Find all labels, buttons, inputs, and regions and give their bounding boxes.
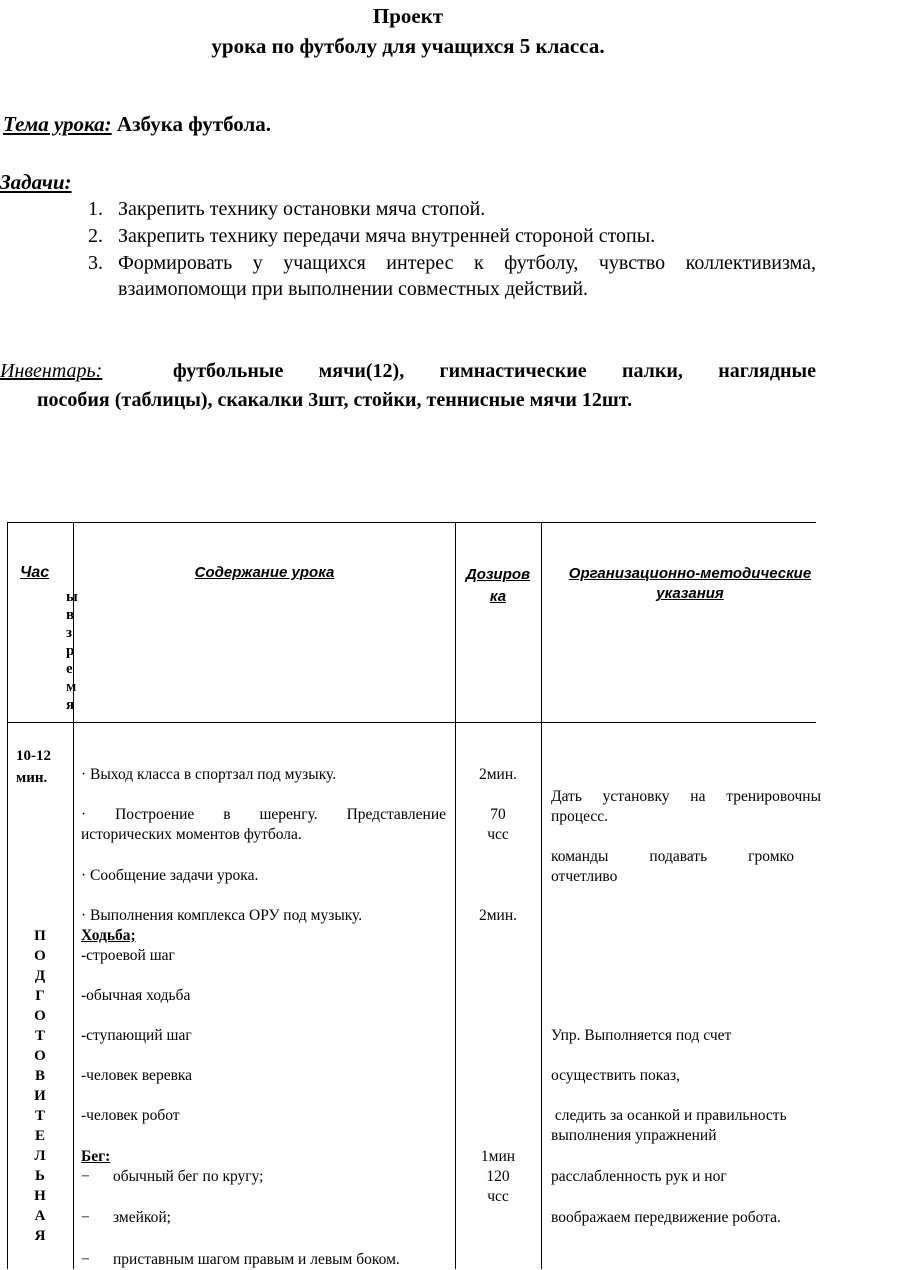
method-note: расслабленность рук и ног (551, 1168, 727, 1185)
dosage-value: 2мин. (478, 766, 518, 783)
header-content: Содержание урока (194, 564, 335, 581)
inventory-label: Инвентарь: (0, 360, 103, 382)
time-cell: 10-12 мин. (16, 748, 51, 786)
section-letter: Г (35, 988, 45, 1004)
content-lineup-a: · Построение в шеренгу. Представление (81, 806, 446, 823)
content-goals: · Сообщение задачи урока. (81, 867, 259, 884)
header-time-overflow: ы в з р е м я (66, 589, 78, 713)
content-exit: · Выход класса в спортзал под музыку. (81, 766, 337, 783)
section-letter: П (34, 928, 46, 944)
topic-label: Тема урока: (3, 112, 112, 136)
tasks-label: Задачи: (0, 170, 72, 194)
section-letter: О (34, 1048, 46, 1064)
method-note: команды подавать громко (551, 848, 794, 865)
lesson-topic (3, 112, 271, 137)
section-letter: Я (34, 1228, 46, 1244)
section-name-vertical (32, 926, 48, 1246)
method-note: осуществить показ, (551, 1067, 680, 1084)
document-title: Проект (372, 4, 444, 28)
header-dosage: Дозиров ка (465, 566, 531, 605)
dosage-value: 1мин 120 чсс (480, 1148, 516, 1205)
tasks-list (88, 196, 816, 303)
task-item: 2. Закрепить технику передачи мяча внутренней стороной стопы. (88, 225, 656, 247)
method-note: Упр. Выполняется под счет (551, 1027, 732, 1044)
method-note: процесс. (551, 808, 608, 825)
dosage-value: 70 чсс (487, 806, 509, 843)
dosage-value: 2мин. (478, 907, 518, 924)
task-item: 3. Формировать у учащихся интерес к футболу, чувство коллективизма, взаимопомощи при выполнении совместных действий. (88, 252, 816, 300)
section-letter: Д (34, 968, 46, 984)
walking-item: -человек робот (81, 1107, 180, 1124)
running-item: − змейкой; (81, 1209, 171, 1226)
section-letter: О (34, 1008, 46, 1024)
section-letter: Е (34, 1128, 45, 1144)
section-letter: И (34, 1088, 46, 1104)
walking-item: -ступающий шаг (81, 1027, 192, 1044)
content-lineup-b: исторических моментов футбола. (81, 826, 302, 843)
inventory-value-line2: пособия (таблицы), скакалки 3шт, стойки, теннисные мячи 12шт. (37, 389, 633, 411)
section-letter: Т (34, 1028, 45, 1044)
running-item: − обычный бег по кругу; (81, 1168, 264, 1185)
content-oru: · Выполнения комплекса ОРУ под музыку. (81, 907, 363, 924)
table-header-divider (7, 722, 816, 723)
method-note: следить за осанкой и правильность (551, 1107, 787, 1124)
walking-title: Ходьба; (81, 927, 136, 944)
inventory-value-line1: футбольные мячи(12), гимнастические палки, наглядные (172, 360, 816, 382)
header-method: Организационно-методические указания (568, 565, 812, 602)
table-col-divider-3 (541, 522, 542, 1269)
header-time: Час (20, 564, 50, 581)
running-title: Бег: (81, 1148, 111, 1165)
table-top-border (7, 522, 816, 523)
section-letter: О (34, 948, 46, 964)
inventory (0, 357, 816, 415)
method-note: Дать установку на тренировочны (551, 788, 821, 805)
section-letter: Т (34, 1108, 45, 1124)
running-item: − приставным шагом правым и левым боком. (81, 1251, 400, 1268)
walking-item: -строевой шаг (81, 947, 175, 964)
method-note: отчетливо (551, 868, 618, 885)
walking-item: -обычная ходьба (81, 987, 191, 1004)
document-subtitle: урока по футболу для учащихся 5 класса. (211, 34, 605, 58)
task-item: 1. Закрепить технику остановки мяча стопой. (88, 198, 486, 220)
section-letter: А (34, 1208, 46, 1224)
section-letter: Ь (35, 1168, 45, 1184)
walking-item: -человек веревка (81, 1067, 193, 1084)
topic-value: Азбука футбола. (111, 112, 272, 136)
section-letter: Н (34, 1188, 46, 1204)
section-letter: В (34, 1068, 45, 1084)
section-letter: Л (34, 1148, 46, 1164)
table-left-border (7, 522, 8, 1269)
method-note: выполнения упражнений (551, 1127, 717, 1144)
method-note: воображаем передвижение робота. (551, 1209, 781, 1226)
